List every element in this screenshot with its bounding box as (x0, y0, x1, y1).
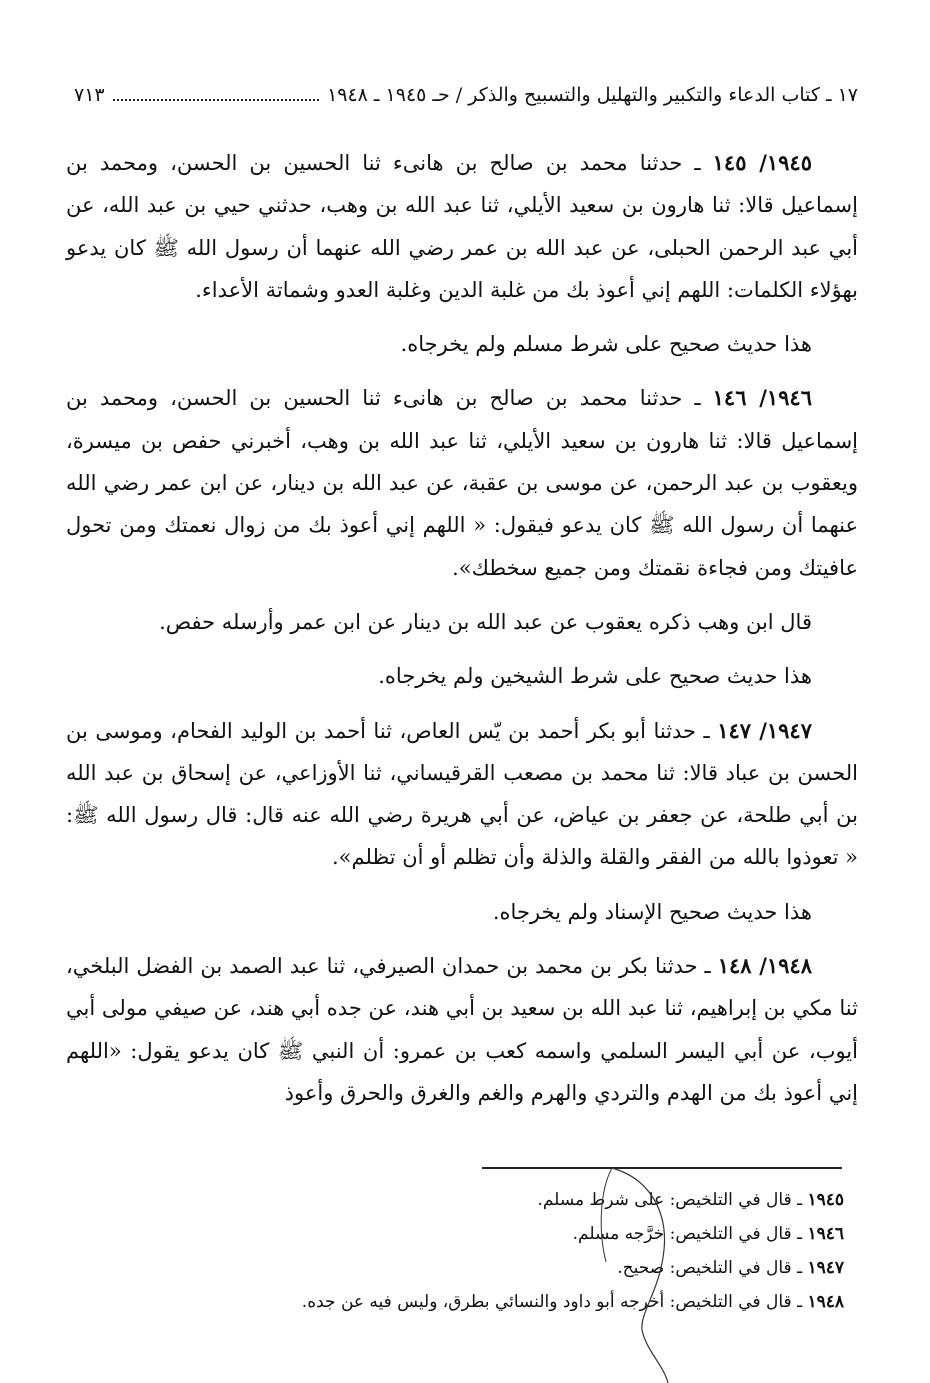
hadith-text: ـ حدثنا أبو بكر أحمد بن يّس العاص، ثنا أحمد بن الوليد الفحام، وموسى بن الحسن بن عباد قالا: ثنا محمد بن مصعب القرقيساني، ثنا الأوزاعي، عن إسحاق بن عبد الله بن أبي طلحة، عن جعفر بن عياض، عن أبي هريرة رضي الله عنه قال: قال رسول الله ﷺ: « تعوذوا بالله من الفقر والقلة والذلة وأن تظلم أو أن تظلم». (66, 718, 858, 870)
page-number: ٧١٣ (74, 84, 105, 106)
note-1946: قال ابن وهب ذكره يعقوب عن عبد الله بن دينار عن ابن عمر وأرسله حفص. (159, 609, 812, 634)
grading-1945: هذا حديث صحيح على شرط مسلم ولم يخرجاه. (400, 332, 812, 357)
grading-1946: هذا حديث صحيح على شرط الشيخين ولم يخرجاه. (378, 664, 812, 689)
footnote-text: ـ قال في التلخيص: صحيح. (617, 1258, 803, 1278)
hadith-text: ـ حدثنا محمد بن صالح بن هانىء ثنا الحسين بن الحسن، ومحمد بن إسماعيل قالا: ثنا هارون بن سعيد الأيلي، ثنا عبد الله بن وهب، أخبرني حفص بن ميسرة، ويعقوب بن عبد الرحمن، عن موسى بن عقبة، عن عبد الله بن دينار، عن ابن عمر رضي الله عنهما أن رسول الله ﷺ كان يدعو فيقول: « اللهم إني أعوذ بك من زوال نعمتك ومن تحول عافيتك ومن فجاءة نقمتك ومن جميع سخطك». (66, 386, 858, 580)
footnote-text: ـ قال في التلخيص: على شرط مسلم. (537, 1190, 803, 1210)
hadith-text: ـ حدثنا بكر بن محمد بن حمدان الصيرفي، ثنا عبد الصمد بن الفضل البلخي، ثنا مكي بن إبراهيم، ثنا عبد الله بن سعيد بن أبي هند، عن جده أبي هند، عن صيفي مولى أبي أيوب، عن أبي اليسر السلمي واسمه كعب بن عمرو: أن النبي ﷺ كان يدعو يقول: «اللهم إني أعوذ بك من الهدم والتردي والهرم والغم والغرق والحرق وأعوذ (66, 954, 858, 1105)
footnote-number: ١٩٤٦ (807, 1224, 844, 1244)
handwritten-curve (612, 1168, 668, 1383)
hadith-number: ١٩٤٧/ ١٤٧ (717, 717, 812, 743)
footnote-number: ١٩٤٥ (807, 1190, 844, 1210)
running-title: ١٧ ـ كتاب الدعاء والتكبير والتهليل والتسبيح والذكر / حـ ١٩٤٥ ـ ١٩٤٨ (327, 84, 858, 106)
hadith-number: ١٩٤٥/ ١٤٥ (712, 150, 812, 175)
hadith-number: ١٩٤٦/ ١٤٦ (712, 385, 812, 411)
footnote-text: ـ قال في التلخيص: أخرجه أبو داود والنسائي بطرق، وليس فيه عن جده. (301, 1292, 803, 1312)
grading-1947: هذا حديث صحيح الإسناد ولم يخرجاه. (492, 899, 812, 924)
footnote-number: ١٩٤٨ (807, 1292, 844, 1312)
hadith-number: ١٩٤٨/ ١٤٨ (717, 953, 812, 979)
hadith-text: ـ حدثنا محمد بن صالح بن هانىء ثنا الحسين بن الحسن، ومحمد بن إسماعيل قالا: ثنا هارون بن سعيد الأيلي، ثنا عبد الله بن وهب، حدثني حيي بن عبد الله، عن أبي عبد الرحمن الحبلى، عن عبد الله بن عمر رضي الله عنهما أن رسول الله ﷺ كان يدعو بهؤلاء الكلمات: اللهم إني أعوذ بك من غلبة الدين وغلبة العدو وشماتة الأعداء. (66, 151, 858, 302)
footnote-number: ١٩٤٧ (807, 1258, 844, 1278)
handwritten-curve-2 (601, 1168, 612, 1262)
footnote-text: ـ قال في التلخيص: خرَّجه مسلم. (572, 1224, 803, 1244)
